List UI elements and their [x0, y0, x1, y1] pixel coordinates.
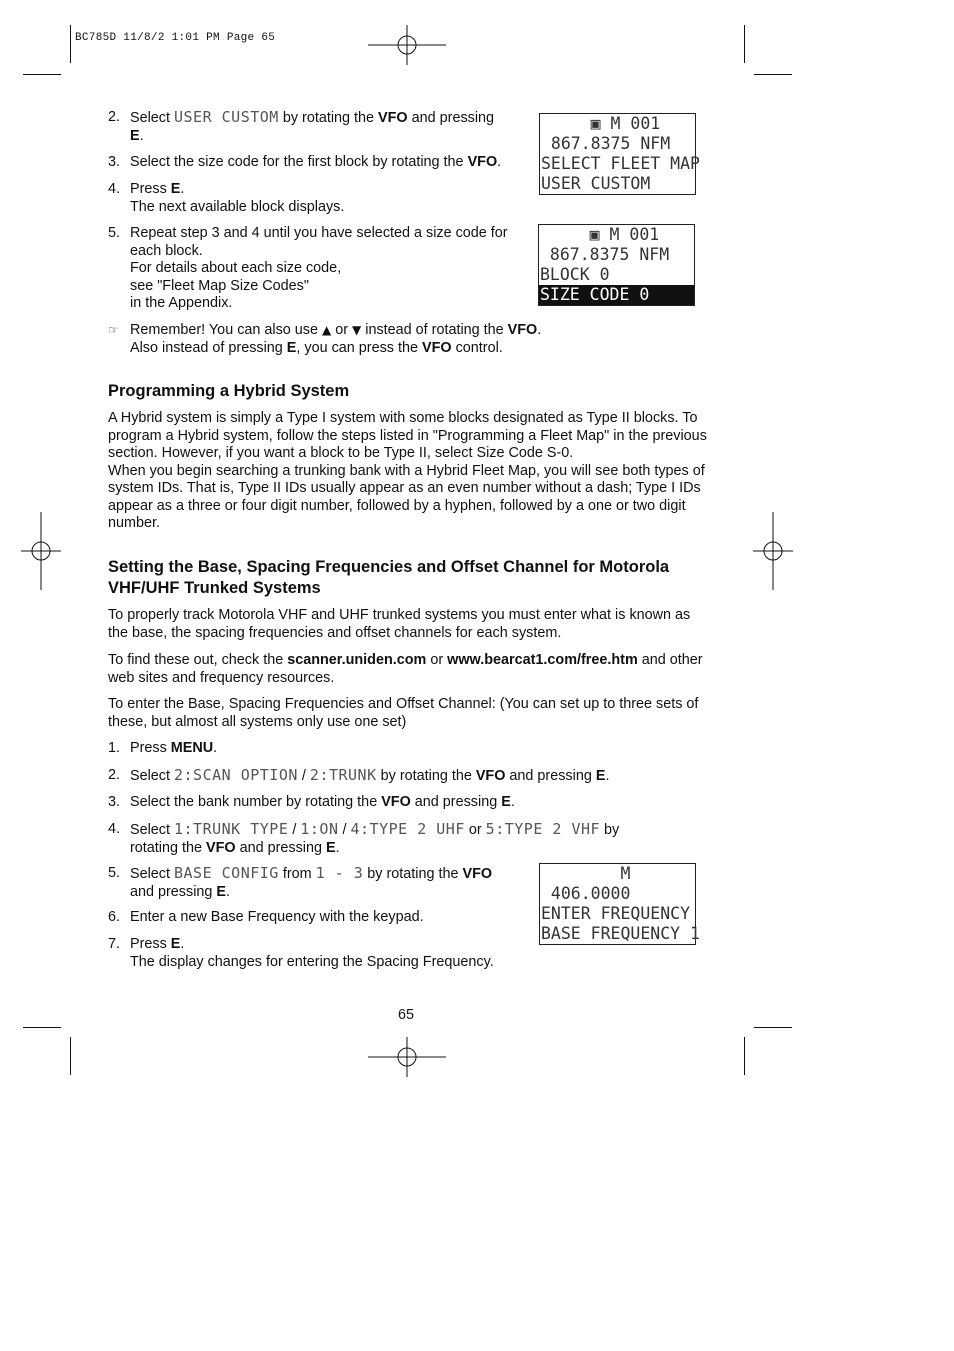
registration-mark-right [753, 512, 793, 590]
crop-mark [70, 25, 71, 63]
base-step-2: 2. Select 2:SCAN OPTION / 2:TRUNK by rotating the VFO and pressing E. [108, 766, 610, 784]
page-number: 65 [397, 1007, 414, 1023]
link-bearcat1: www.bearcat1.com/free.htm [447, 652, 638, 668]
down-arrow-icon: ▼ [352, 323, 362, 337]
pointing-hand-icon: ☞ [108, 323, 119, 337]
registration-mark-left [21, 512, 61, 590]
base-paragraph-1: To properly track Motorola VHF and UHF trunked systems you must enter what is known as the base, the spacing frequencies and offset channels for each system. [108, 607, 691, 641]
step-5-repeat: 5. Repeat step 3 and 4 until you have selected a size code for each block. For details about each size code, see "Fleet Map Size Codes" in the Appendix. [108, 225, 508, 311]
lcd-inline-text: USER CUSTOM [174, 108, 279, 126]
lcd-line-4: BASE FREQUENCY 1 [541, 924, 700, 943]
lcd-display-block-size-code [538, 224, 695, 306]
crop-mark [23, 74, 61, 75]
base-step-7: 7. Press E. The display changes for entering the Spacing Frequency. [108, 936, 494, 970]
lcd-line-1: ▣ M 001 [541, 114, 661, 133]
crop-mark [70, 1037, 71, 1075]
step-3-select-size-code: 3. Select the size code for the first block by rotating the VFO. [108, 154, 502, 170]
print-header: BC785D 11/8/2 1:01 PM Page 65 [75, 32, 276, 44]
lcd-line-3: ENTER FREQUENCY [541, 904, 691, 923]
remember-note: ☞ Remember! You can also use ▲ or ▼ instead of rotating the VFO. Also instead of pressing E, you can press the VFO control. [108, 322, 542, 356]
lcd-line-4-highlighted: SIZE CODE 0 [539, 285, 694, 305]
registration-mark-top [368, 25, 446, 65]
crop-mark [754, 74, 792, 75]
crop-mark [744, 25, 745, 63]
lcd-display-select-fleet-map [539, 113, 700, 195]
step-4-press-e: 4. Press E. The next available block displays. [108, 181, 345, 215]
base-step-6: 6. Enter a new Base Frequency with the keypad. [108, 909, 424, 925]
lcd-line-2: 406.0000 [541, 884, 631, 903]
base-step-4: 4. Select 1:TRUNK TYPE / 1:ON / 4:TYPE 2 UHF or 5:TYPE 2 VHF by rotating the VFO and pressing E. [108, 820, 620, 856]
lcd-line-4: USER CUSTOM [541, 174, 651, 193]
crop-mark [754, 1027, 792, 1028]
base-paragraph-3: To enter the Base, Spacing Frequencies and Offset Channel: (You can set up to three sets of these, but almost all systems only use one set) [108, 696, 699, 730]
base-step-1: 1. Press MENU. [108, 740, 218, 756]
link-scanner-uniden: scanner.uniden.com [287, 652, 427, 668]
step-2-select-user-custom: 2. Select USER CUSTOM by rotating the VFO and pressing E. [108, 108, 495, 144]
crop-mark [23, 1027, 61, 1028]
heading-base-spacing: Setting the Base, Spacing Frequencies and Offset Channel for Motorola VHF/UHF Trunked Systems [108, 558, 670, 597]
base-step-3: 3. Select the bank number by rotating the VFO and pressing E. [108, 794, 515, 810]
lcd-line-2: 867.8375 NFM [541, 134, 671, 153]
crop-mark [744, 1037, 745, 1075]
lcd-line-1: ▣ M 001 [540, 225, 660, 244]
up-arrow-icon: ▲ [322, 323, 332, 337]
lcd-line-1: M [541, 864, 631, 883]
lcd-line-3: SELECT FLEET MAP [541, 154, 700, 173]
base-step-5: 5. Select BASE CONFIG from 1 - 3 by rotating the VFO and pressing E. [108, 864, 493, 900]
lcd-line-2: 867.8375 NFM [540, 245, 670, 264]
heading-hybrid-system: Programming a Hybrid System [108, 382, 350, 400]
registration-mark-bottom [368, 1037, 446, 1077]
base-paragraph-2: To find these out, check the scanner.uniden.com or www.bearcat1.com/free.htm and other web sites and frequency resources. [108, 652, 703, 686]
lcd-display-base-frequency [539, 863, 700, 945]
lcd-line-3: BLOCK 0 [540, 265, 610, 284]
hybrid-paragraph: A Hybrid system is simply a Type I system with some blocks designated as Type II blocks. To program a Hybrid system, follow the steps listed in "Programming a Fleet Map" in the previous section. However, if you want a block to be Type II, select Size Code S-0. When you begin searching a trunking bank with a Hybrid Fleet Map, you will see both types of system IDs. That is, Type II IDs usually appear as an even number without a dash; Type I IDs appear as a three or four digit number, followed by a hyphen, followed by a one or two digit number. [108, 410, 707, 531]
